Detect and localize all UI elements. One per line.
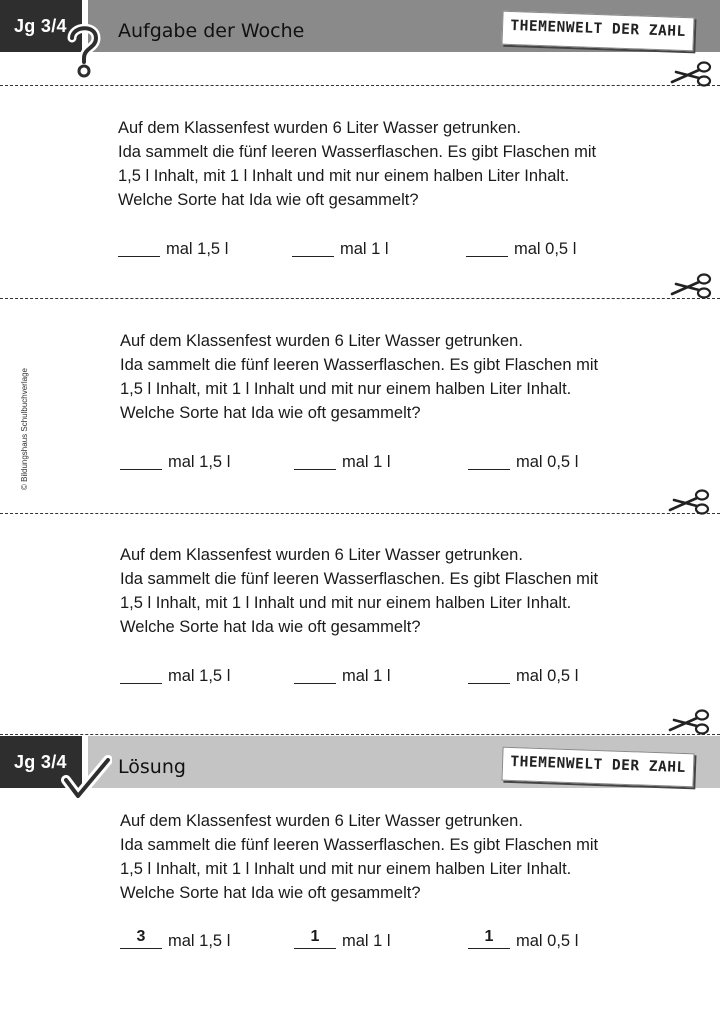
answer-label: mal 0,5 l (516, 453, 579, 471)
page-title: Aufgabe der Woche (118, 20, 305, 42)
task-line: 1,5 l Inhalt, mit 1 l Inhalt und mit nur einem halben Liter Inhalt. (120, 594, 572, 612)
answer-row (120, 449, 680, 479)
task-text (120, 329, 680, 425)
answer-row (118, 236, 678, 266)
task-line: Auf dem Klassenfest wurden 6 Liter Wasser getrunken. (120, 546, 523, 564)
answer-label: mal 0,5 l (516, 667, 579, 685)
header-task (0, 0, 720, 52)
task-line: 1,5 l Inhalt, mit 1 l Inhalt und mit nur einem halben Liter Inhalt. (118, 167, 570, 185)
task-line: 1,5 l Inhalt, mit 1 l Inhalt und mit nur einem halben Liter Inhalt. (120, 380, 572, 398)
solution-text (120, 809, 680, 905)
cut-line (0, 298, 720, 299)
answer-blank[interactable] (120, 469, 162, 470)
answer-blank[interactable] (294, 469, 336, 470)
brand-label-box (501, 747, 694, 788)
task-line: Ida sammelt die fünf leeren Wasserflaschen. Es gibt Flaschen mit (118, 143, 597, 161)
answer-label: mal 0,5 l (516, 932, 579, 950)
scissors-icon (668, 708, 712, 736)
task-text (120, 543, 680, 639)
header-solution (0, 736, 720, 788)
answer-label: mal 0,5 l (514, 240, 577, 258)
task-line: 1,5 l Inhalt, mit 1 l Inhalt und mit nur einem halben Liter Inhalt. (120, 860, 572, 878)
answer-blank[interactable] (292, 256, 334, 257)
answer-blank (468, 948, 510, 949)
grade-badge-label: Jg 3/4 (14, 16, 67, 36)
answer-label: mal 1 l (342, 932, 391, 950)
answer-blank[interactable] (294, 683, 336, 684)
answer-blank (120, 948, 162, 949)
brand-label-box (501, 11, 694, 52)
cut-line (0, 85, 720, 86)
answer-label: mal 1,5 l (166, 240, 229, 258)
task-text (118, 116, 678, 212)
task-line: Ida sammelt die fünf leeren Wasserflaschen. Es gibt Flaschen mit (120, 836, 599, 854)
task-line: Welche Sorte hat Ida wie oft gesammelt? (120, 618, 421, 636)
answer-blank[interactable] (466, 256, 508, 257)
brand-label: THEMENWELT DER ZAHL (510, 17, 686, 41)
solution-value: 1 (484, 928, 494, 945)
copyright-note: © Bildungshaus Schulbuchverlage (20, 368, 29, 490)
grade-badge-label: Jg 3/4 (14, 752, 67, 772)
answer-label: mal 1 l (342, 453, 391, 471)
solution-value: 3 (136, 928, 146, 945)
question-mark-icon (64, 22, 104, 78)
task-line: Auf dem Klassenfest wurden 6 Liter Wasser getrunken. (118, 119, 521, 137)
solution-value: 1 (310, 928, 320, 945)
answer-row (120, 663, 680, 693)
scissors-icon (670, 272, 714, 300)
cut-line (0, 734, 720, 735)
checkmark-icon (60, 754, 112, 804)
task-line: Welche Sorte hat Ida wie oft gesammelt? (120, 884, 421, 902)
answer-label: mal 1 l (342, 667, 391, 685)
answer-label: mal 1 l (340, 240, 389, 258)
answer-blank[interactable] (468, 683, 510, 684)
answer-blank[interactable] (118, 256, 160, 257)
task-line: Auf dem Klassenfest wurden 6 Liter Wasser getrunken. (120, 332, 523, 350)
cut-line (0, 513, 720, 514)
answer-blank[interactable] (120, 683, 162, 684)
task-line: Ida sammelt die fünf leeren Wasserflaschen. Es gibt Flaschen mit (120, 570, 599, 588)
page-title: Lösung (118, 756, 186, 778)
scissors-icon (670, 60, 714, 88)
solution-row (120, 928, 680, 958)
answer-blank[interactable] (468, 469, 510, 470)
task-line: Welche Sorte hat Ida wie oft gesammelt? (120, 404, 421, 422)
brand-label: THEMENWELT DER ZAHL (510, 753, 686, 777)
task-line: Welche Sorte hat Ida wie oft gesammelt? (118, 191, 419, 209)
answer-label: mal 1,5 l (168, 667, 231, 685)
answer-label: mal 1,5 l (168, 932, 231, 950)
scissors-icon (668, 488, 712, 516)
task-line: Ida sammelt die fünf leeren Wasserflaschen. Es gibt Flaschen mit (120, 356, 599, 374)
answer-label: mal 1,5 l (168, 453, 231, 471)
answer-blank (294, 948, 336, 949)
task-line: Auf dem Klassenfest wurden 6 Liter Wasser getrunken. (120, 812, 523, 830)
